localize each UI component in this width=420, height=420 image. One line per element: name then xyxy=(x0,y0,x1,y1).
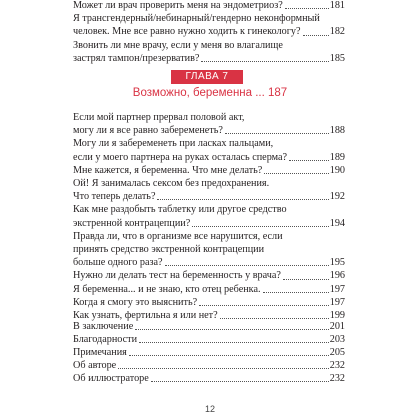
toc-entry-text: Как узнать, фертильна я или нет? xyxy=(73,310,218,322)
toc-entry-page: 190 xyxy=(329,164,345,176)
toc-entry xyxy=(73,39,345,65)
dot-leader xyxy=(225,133,329,134)
toc-entry-text: экстренной контрацепции? xyxy=(73,217,191,229)
toc-entry-text: Что теперь делать? xyxy=(73,191,156,203)
toc-entry-text: если у моего партнера на руках осталась сперма? xyxy=(73,151,288,163)
toc-entry-page: 189 xyxy=(329,151,345,163)
toc-chapter-section xyxy=(73,111,345,322)
dot-leader xyxy=(303,35,329,36)
toc-entry-page: 196 xyxy=(329,270,345,282)
toc-entry-text: человек. Мне все равно нужно ходить к гинекологу? xyxy=(73,26,301,38)
dot-leader xyxy=(129,355,329,356)
toc-entry-text: Как мне раздобыть таблетку или другое средство xyxy=(73,204,287,216)
toc-entry-page: 185 xyxy=(329,52,345,64)
toc-entry xyxy=(73,320,345,333)
toc-entry xyxy=(73,372,345,385)
toc-entry-text: Когда я смогу это выяснить? xyxy=(73,296,198,308)
toc-entry xyxy=(73,0,345,12)
toc-entry-text: Звонить ли мне врачу, если у меня во влагалище xyxy=(73,39,283,51)
dot-leader xyxy=(283,279,329,280)
dot-leader xyxy=(165,265,329,266)
toc-entry xyxy=(73,346,345,359)
dot-leader xyxy=(285,8,329,9)
toc-entry-page: 197 xyxy=(329,296,345,308)
toc-entry xyxy=(73,12,345,38)
toc-entry-page: 201 xyxy=(329,321,345,332)
toc-entry-text: Мне кажется, я беременна. Что мне делать? xyxy=(73,164,263,176)
toc-entry-text: Могу ли я забеременеть при ласках пальцами, xyxy=(73,138,274,150)
chapter-title: Возможно, беременна ... 187 xyxy=(132,87,288,99)
chapter-label: ГЛАВА 7 xyxy=(171,70,243,84)
toc-entry-page: 205 xyxy=(329,347,345,358)
toc-entry-text: Ой! Я занималась сексом без предохранения. xyxy=(73,178,270,190)
dot-leader xyxy=(157,199,328,200)
dot-leader xyxy=(199,305,329,306)
toc-entry xyxy=(73,269,345,282)
toc-entry-text: В заключение xyxy=(73,321,134,332)
toc-entry-page: 232 xyxy=(329,360,345,371)
toc-entry xyxy=(73,203,345,229)
dot-leader xyxy=(201,61,328,62)
toc-entry-text: Примечания xyxy=(73,347,127,358)
toc-entry-page: 182 xyxy=(329,26,345,38)
toc-entry xyxy=(73,283,345,296)
toc-entry xyxy=(73,164,345,177)
toc-entry xyxy=(73,177,345,190)
toc-entry xyxy=(73,296,345,309)
toc-entry-text: Об авторе xyxy=(73,360,117,371)
toc-entry-text: принять средство экстренной контрацепции xyxy=(73,244,265,256)
toc-entry-text: Я трансгендерный/небинарный/гендерно неконформный xyxy=(73,13,320,25)
toc-entry-page: 195 xyxy=(329,257,345,269)
toc-entry-text: Благодарности xyxy=(73,334,138,345)
toc-entry-text: Может ли врач проверить меня на эндометриоз? xyxy=(73,0,283,11)
toc-entry-text: Правда ли, что в организме все нарушится, если xyxy=(73,230,283,242)
toc-entry-page: 188 xyxy=(329,125,345,137)
toc-entry-page: 197 xyxy=(329,283,345,295)
toc-entry xyxy=(73,230,345,270)
toc-entry-page: 181 xyxy=(329,0,345,11)
toc-entry-page: 199 xyxy=(329,310,345,322)
dot-leader xyxy=(289,160,329,161)
toc-entry xyxy=(73,359,345,372)
dot-leader xyxy=(118,368,329,369)
toc-entry xyxy=(73,333,345,346)
dot-leader xyxy=(263,292,329,293)
toc-entry-page: 194 xyxy=(329,217,345,229)
page-number: 12 xyxy=(204,404,215,414)
toc-entry-text: больше одного раза? xyxy=(73,257,163,269)
toc-entry-text: Если мой партнер прервал половой акт, xyxy=(73,112,245,123)
toc-entry-text: могу ли я все равно забеременеть? xyxy=(73,125,223,137)
dot-leader xyxy=(151,381,329,382)
toc-entry-text: Я беременна... и не знаю, кто отец ребенка. xyxy=(73,283,261,295)
toc-entry xyxy=(73,137,345,163)
toc-entry-text: Об иллюстраторе xyxy=(73,373,149,384)
toc-top-section xyxy=(73,0,345,65)
toc-entry-text: застрял тампон/презерватив? xyxy=(73,52,200,64)
dot-leader xyxy=(135,329,329,330)
dot-leader xyxy=(139,342,329,343)
toc-entry xyxy=(73,190,345,203)
toc-entry-page: 232 xyxy=(329,373,345,384)
toc-entry-page: 192 xyxy=(329,191,345,203)
toc-end-section xyxy=(73,320,345,385)
toc-entry-page: 203 xyxy=(329,334,345,345)
toc-entry-text: Нужно ли делать тест на беременность у врача? xyxy=(73,270,281,282)
dot-leader xyxy=(192,226,328,227)
dot-leader xyxy=(264,173,328,174)
toc-entry xyxy=(73,111,345,137)
